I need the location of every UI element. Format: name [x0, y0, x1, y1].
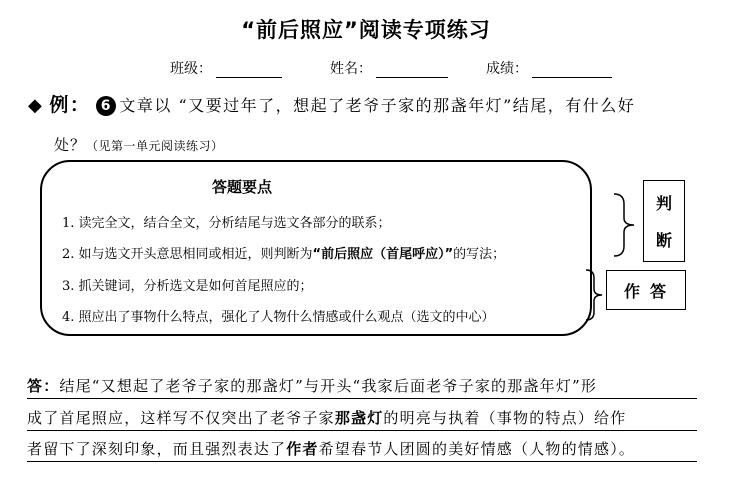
question-reference: （见第一单元阅读练习）	[86, 139, 224, 153]
class-field	[170, 58, 282, 78]
score-blank[interactable]	[532, 63, 612, 78]
answer-line-2	[27, 407, 626, 428]
page-title: “前后照应”阅读专项练习	[241, 18, 491, 42]
answer-bold-lamp: 那盏灯	[334, 409, 384, 427]
answer-line-1	[27, 375, 597, 396]
answer-text-2: 成了首尾照应，这样写不仅突出了老爷子家	[27, 409, 335, 427]
question-line-1: 文章以 “又要过年了，想起了老爷子家的那盏年灯”结尾，有什么好	[119, 96, 636, 115]
name-field	[330, 58, 448, 78]
judge-box	[643, 180, 685, 262]
judge-char-1: 判	[655, 194, 672, 213]
answer-box: 作答	[606, 270, 686, 310]
question-number-badge: 6	[96, 96, 116, 116]
tip-4: 4. 照应出了事物什么特点，强化了人物什么情感或什么观点（选文的中心）	[62, 310, 495, 325]
answer-line-3	[27, 438, 635, 459]
answer-label: 答：	[27, 377, 60, 395]
name-blank[interactable]	[376, 63, 448, 78]
class-label: 班级：	[170, 61, 212, 77]
answer-underline-1	[27, 398, 697, 399]
example-question-cont	[54, 134, 224, 155]
answer-text-2b: 的明亮与执着（事物的特点）给作	[383, 409, 627, 427]
score-field	[486, 58, 612, 78]
tip-1: 1. 读完全文，结合全文，分析结尾与选文各部分的联系；	[62, 216, 391, 231]
tip-2-bold: “前后照应（首尾呼应）”	[312, 247, 454, 262]
example-question	[28, 90, 635, 117]
judge-char-2: 断	[655, 231, 672, 250]
tip-2-text: 2. 如与选文开头意思相同或相近，则判断为	[62, 247, 313, 262]
diamond-icon: ◆	[28, 95, 44, 116]
example-label: 例：	[49, 94, 91, 116]
class-blank[interactable]	[216, 63, 282, 78]
name-label: 姓名：	[330, 61, 372, 77]
tip-2	[62, 243, 505, 262]
answer-text-3: 者留下了深刻印象，而且强烈表达了	[27, 440, 287, 458]
answer-underline-2	[27, 430, 697, 431]
tip-2-tail: 的写法；	[453, 247, 506, 262]
answer-bold-author: 作者	[286, 440, 319, 458]
tip-3: 3. 抓关键词，分析选文是如何首尾照应的；	[62, 279, 313, 294]
answer-underline-3	[27, 461, 697, 462]
question-line-2: 处？	[54, 136, 87, 154]
score-label: 成绩：	[486, 61, 528, 77]
answer-text-3b: 希望春节人团圆的美好情感（人物的情感）。	[318, 440, 636, 458]
answer-brace-icon	[584, 268, 606, 322]
panel-title: 答题要点	[212, 178, 273, 196]
answer-text-1: 结尾“又想起了老爷子家的那盏灯”与开头“我家后面老爷子家的那盏年灯”形	[59, 377, 598, 395]
judge-brace-icon	[612, 192, 640, 258]
